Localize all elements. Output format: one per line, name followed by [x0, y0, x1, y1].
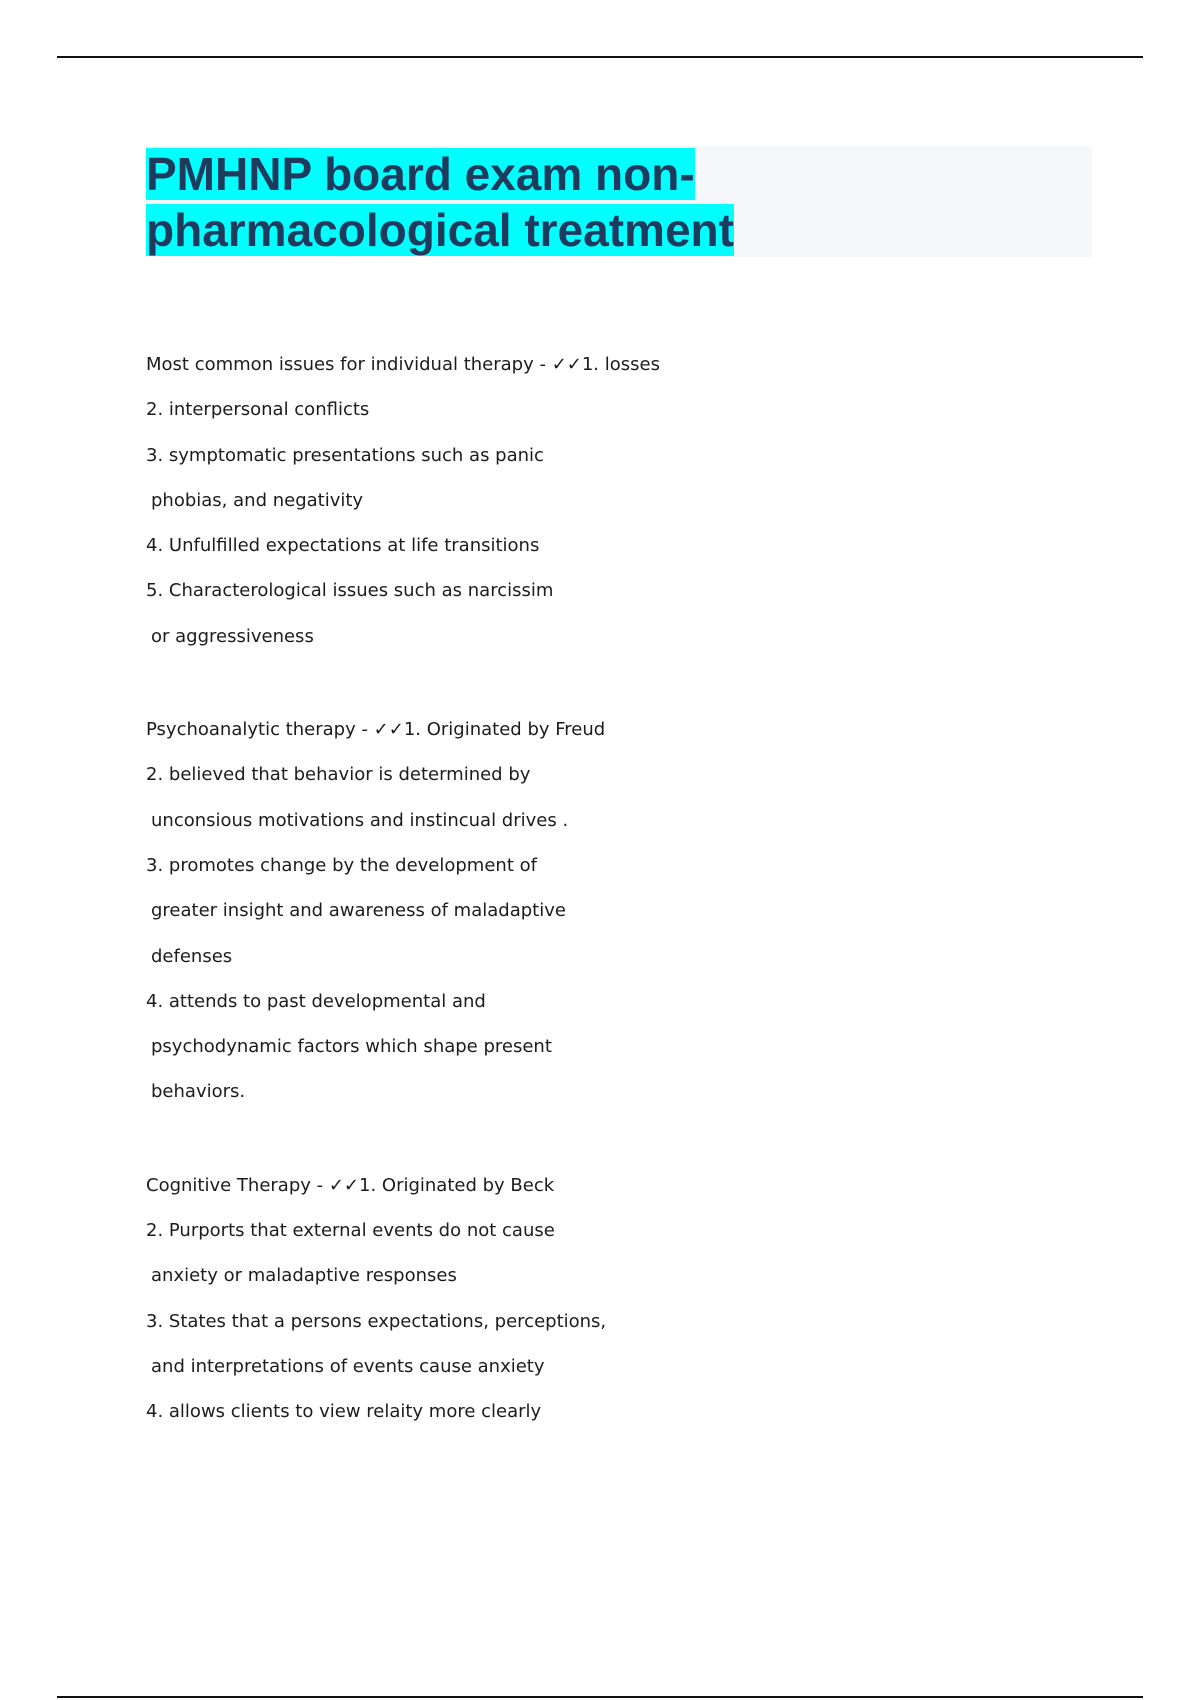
- title-line-2: pharmacological treatment: [146, 204, 734, 256]
- section-gap: [146, 1123, 1046, 1171]
- section-psychoanalytic-therapy: [146, 715, 1046, 1123]
- list-item: 3. promotes change by the development of: [146, 854, 537, 876]
- list-item: 4. Unfulfilled expectations at life transitions: [146, 535, 540, 557]
- list-item-continuation: defenses: [151, 945, 233, 967]
- list-item-continuation: behaviors.: [151, 1081, 246, 1103]
- list-item-continuation: unconsious motivations and instincual drives .: [151, 809, 569, 831]
- title-block: [146, 146, 1092, 257]
- section-cognitive-therapy: [146, 1171, 1046, 1443]
- list-item: 2. believed that behavior is determined by: [146, 764, 531, 786]
- list-item: 4. attends to past developmental and: [146, 990, 486, 1012]
- list-item: 5. Characterological issues such as narcissim: [146, 580, 554, 602]
- section-individual-therapy: [146, 350, 1046, 667]
- list-item-continuation: phobias, and negativity: [151, 489, 364, 511]
- header-rule: [57, 56, 1143, 58]
- list-item: 2. Purports that external events do not cause: [146, 1220, 555, 1242]
- document-body: [146, 350, 1046, 1443]
- footer-rule: [57, 1696, 1143, 1698]
- section-heading-line: Most common issues for individual therapy - ✓✓1. losses: [146, 354, 660, 375]
- list-item: 2. interpersonal conflicts: [146, 399, 370, 421]
- title-highlight: [146, 148, 734, 256]
- list-item-continuation: psychodynamic factors which shape present: [151, 1036, 552, 1058]
- list-item: 4. allows clients to view relaity more clearly: [146, 1401, 542, 1423]
- title-line-1: PMHNP board exam non-: [146, 148, 695, 200]
- list-item-continuation: and interpretations of events cause anxiety: [151, 1355, 545, 1377]
- list-item-continuation: greater insight and awareness of maladaptive: [151, 900, 566, 922]
- section-heading-line: Cognitive Therapy - ✓✓1. Originated by Beck: [146, 1174, 555, 1196]
- list-item: 3. States that a persons expectations, perceptions,: [146, 1310, 607, 1332]
- section-gap: [146, 667, 1046, 715]
- document-title: [146, 146, 1092, 258]
- section-heading-line: Psychoanalytic therapy - ✓✓1. Originated by Freud: [146, 719, 606, 741]
- list-item-continuation: anxiety or maladaptive responses: [151, 1265, 457, 1287]
- list-item-continuation: or aggressiveness: [151, 625, 314, 647]
- list-item: 3. symptomatic presentations such as panic: [146, 444, 544, 466]
